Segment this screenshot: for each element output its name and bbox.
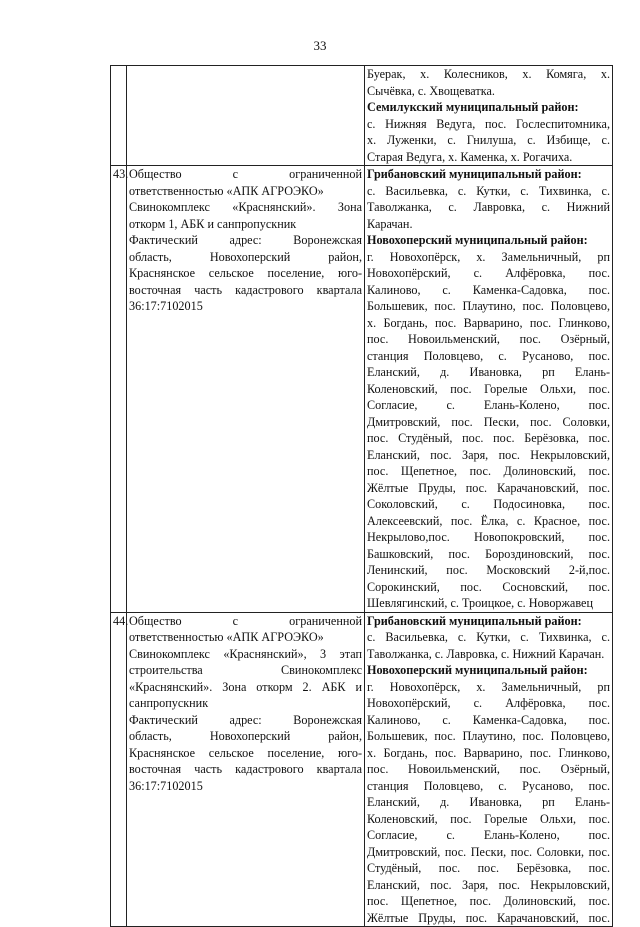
district-heading: Новохоперский муниципальный район: — [367, 663, 588, 677]
settlement-line: Дмитровский, пос. Пески, пос. Соловки, пос. — [367, 844, 610, 859]
settlement-line: Коленовский, пос. Горелые Ольхи, пос. — [367, 381, 610, 396]
organization-line: Свинокомплекс «Краснянский», 3 этап — [129, 646, 362, 661]
table-row — [111, 612, 613, 927]
district-heading: Грибановский муниципальный район: — [367, 167, 582, 181]
areas-cell — [365, 612, 613, 927]
settlement-line: пос. Щепетное, пос. Долиновский, пос. — [367, 464, 610, 478]
settlement-line: Калиново, с. Каменка-Садовка, пос. — [367, 712, 610, 727]
organization-line: восточная часть кадастрового квартала — [129, 282, 362, 297]
document-table — [110, 65, 613, 927]
settlement-line: Башковский, пос. Бороздиновский, пос. — [367, 546, 610, 561]
settlement-line: Ленинский, пос. Московский 2-й,пос. — [367, 563, 610, 577]
settlement-line: Жёлтые Пруды, пос. Карачановский, пос. — [367, 480, 610, 495]
settlement-line: с. Нижняя Ведуга, пос. Гослеспитомника, — [367, 116, 610, 131]
settlement-line: Сорокинский, пос. Сосновский, пос. — [367, 579, 610, 594]
organization-line: ответственностью «АПК АГРОЭКО» — [129, 630, 324, 644]
settlement-line: Алексеевский, пос. Ёлка, с. Красное, пос. — [367, 513, 610, 528]
settlement-line: с. Васильевка, с. Кутки, с. Тихвинка, с. — [367, 630, 610, 644]
areas-cell — [365, 66, 613, 166]
organization-line: строительства Свинокомплекс — [129, 663, 362, 677]
settlement-line: Большевик, пос. Плаутино, пос. Половцево, — [367, 729, 610, 743]
organization-line: Фактический адрес: Воронежская — [129, 712, 362, 727]
settlement-line: пос. Новоильменский, пос. Озёрный, — [367, 332, 610, 346]
settlement-line: станция Половцево, с. Русаново, пос. — [367, 348, 610, 363]
settlement-line: Еланский, пос. Заря, пос. Некрыловский, — [367, 877, 610, 892]
settlement-line: Жёлтые Пруды, пос. Карачановский, пос. — [367, 910, 610, 925]
settlement-line: Некрылово,пос. Новопокровский, пос. — [367, 530, 610, 544]
settlement-line: Соколовский, с. Подосиновка, пос. — [367, 497, 610, 511]
organization-cell — [127, 166, 365, 613]
settlement-line: Новохопёрский, с. Алфёровка, пос. — [367, 696, 610, 710]
page-number: 33 — [313, 38, 327, 53]
organization-line: Краснянское сельское поселение, юго- — [129, 745, 362, 760]
organization-line: «Краснянский». Зона откорм 2. АБК и — [129, 679, 362, 694]
row-number-cell — [111, 66, 127, 166]
settlement-line: Еланский, пос. Заря, пос. Некрыловский, — [367, 447, 610, 462]
organization-cell — [127, 66, 365, 166]
organization-line: Краснянское сельское поселение, юго- — [129, 266, 362, 280]
settlement-line: Студёный, пос. пос. Берёзовка, пос. — [367, 861, 610, 875]
organization-line: ответственностью «АПК АГРОЭКО» — [129, 183, 324, 198]
settlement-line: Согласие, с. Елань-Колено, пос. — [367, 828, 610, 842]
settlement-line: Дмитровский, пос. Пески, пос. Соловки, — [367, 414, 610, 429]
district-heading: Новохоперский муниципальный район: — [367, 233, 588, 247]
areas-cell — [365, 166, 613, 613]
settlement-line: Большевик, пос. Плаутино, пос. Половцево, — [367, 299, 610, 313]
settlement-line: г. Новохопёрск, х. Замельничный, рп — [367, 249, 610, 264]
organization-cell — [127, 612, 365, 927]
settlement-line: Карачан. — [367, 216, 413, 231]
organization-line: Общество с ограниченной — [129, 613, 362, 628]
settlement-line: г. Новохопёрск, х. Замельничный, рп — [367, 679, 610, 694]
organization-line: Общество с ограниченной — [129, 167, 362, 181]
settlement-line: Старая Ведуга, х. Каменка, х. Рогачиха. — [367, 149, 573, 164]
row-number-cell: 44. — [111, 612, 127, 927]
settlement-line: Калиново, с. Каменка-Садовка, пос. — [367, 282, 610, 297]
settlement-line: Буерак, х. Колесников, х. Комяга, х. — [367, 67, 610, 81]
district-heading: Грибановский муниципальный район: — [367, 613, 582, 628]
settlement-line: Еланский, д. Ивановка, рп Елань- — [367, 365, 610, 379]
table-row — [111, 166, 613, 613]
settlement-line: пос. Щепетное, пос. Долиновский, пос. — [367, 894, 610, 908]
table-row — [111, 66, 613, 166]
settlement-line: Шевлягинский, с. Троицкое, с. Новоржавец — [367, 596, 593, 610]
table-body — [111, 66, 613, 927]
settlement-line: пос. Студёный, пос. пос. Берёзовка, пос. — [367, 431, 610, 445]
settlement-line: х. Богдань, пос. Варварино, пос. Глинково, — [367, 745, 610, 760]
district-heading: Семилукский муниципальный район: — [367, 100, 579, 114]
settlement-line: Коленовский, пос. Горелые Ольхи, пос. — [367, 811, 610, 826]
settlement-line: х. Богдань, пос. Варварино, пос. Глинково, — [367, 315, 610, 330]
organization-line: 36:17:7102015 — [129, 299, 203, 313]
settlement-line: Таволжанка, с. Лавровка, с. Нижний Карачан. — [367, 646, 605, 661]
settlement-line: Таволжанка, с. Лавровка, с. Нижний — [367, 200, 610, 214]
organization-line: Свинокомплекс «Краснянский». Зона — [129, 200, 362, 214]
settlement-line: Сычёвка, с. Хвощеватка. — [367, 83, 495, 98]
settlement-line: х. Луженки, с. Гнилуша, с. Избище, с. — [367, 133, 610, 147]
organization-line: Фактический адрес: Воронежская — [129, 233, 362, 247]
settlement-line: Согласие, с. Елань-Колено, пос. — [367, 398, 610, 412]
settlement-line: с. Васильевка, с. Кутки, с. Тихвинка, с. — [367, 183, 610, 198]
organization-line: 36:17:7102015 — [129, 778, 203, 793]
organization-line: область, Новохоперский район, — [129, 729, 362, 743]
row-number-cell: 43. — [111, 166, 127, 613]
organization-line: область, Новохоперский район, — [129, 249, 362, 264]
settlement-line: станция Половцево, с. Русаново, пос. — [367, 778, 610, 793]
organization-line: откорм 1, АБК и санпропускник — [129, 216, 297, 231]
settlement-line: Еланский, д. Ивановка, рп Елань- — [367, 795, 610, 809]
settlement-line: пос. Новоильменский, пос. Озёрный, — [367, 762, 610, 776]
organization-line: санпропускник — [129, 696, 209, 710]
organization-line: восточная часть кадастрового квартала — [129, 762, 362, 776]
settlement-line: Новохопёрский, с. Алфёровка, пос. — [367, 266, 610, 280]
